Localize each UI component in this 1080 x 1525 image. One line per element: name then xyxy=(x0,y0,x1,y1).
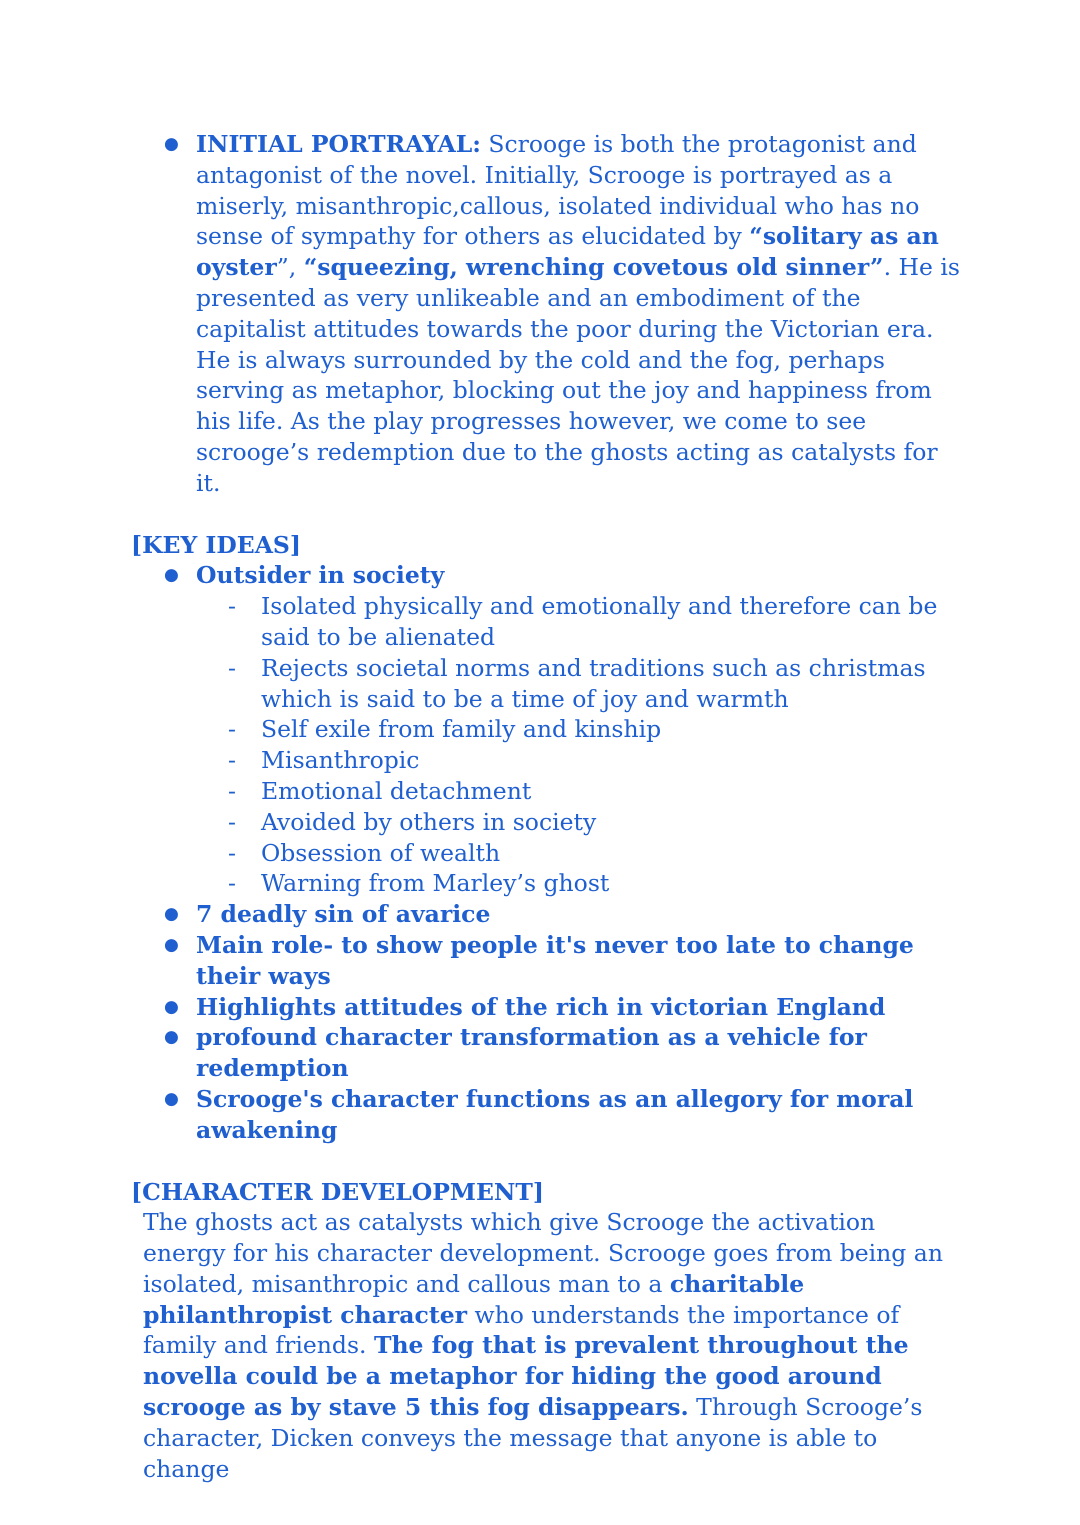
intro-text-2: ”, xyxy=(276,253,304,282)
key-idea-point: ● 7 deadly sin of avarice xyxy=(131,899,961,930)
sub-point: - Misanthropic xyxy=(131,745,961,776)
dev-bold-2: The fog that is prevalent throughout the novella could be a metaphor for hiding the good around scrooge as by stave 5 this fog disappears. xyxy=(143,1331,909,1422)
intro-text-1: Scrooge is both the protagonist and antagonist of the novel. Initially, Scrooge is portrayed as a miserly, misanthropic,callous, isolated individual who has no sense of sympathy for others as elucidated by xyxy=(196,130,920,251)
dev-bold-1: charitable philanthropist character xyxy=(143,1269,805,1329)
key-idea-outsider: ● Outsider in society xyxy=(131,560,961,591)
sub-point: - Avoided by others in society xyxy=(131,807,961,838)
sub-point: - Obsession of wealth xyxy=(131,838,961,869)
key-ideas-list xyxy=(131,560,961,1145)
key-idea-point: ● Scrooge's character functions as an allegory for moral awakening xyxy=(131,1084,961,1146)
key-ideas-heading: [KEY IDEAS] xyxy=(131,530,302,559)
dev-text-3: Through Scrooge’s character, Dicken conveys the message that anyone is able to change xyxy=(143,1393,923,1483)
sub-point: - Self exile from family and kinship xyxy=(131,714,961,745)
initial-portrayal-item xyxy=(131,129,961,499)
quote-solitary: “solitary as an oyster xyxy=(196,222,939,282)
document-content xyxy=(131,129,961,1484)
initial-portrayal-label: INITIAL PORTRAYAL: xyxy=(196,130,481,158)
sub-point: - Rejects societal norms and traditions such as christmas which is said to be a time of joy and warmth xyxy=(131,653,961,715)
dev-text-2: who understands the importance of family and friends. xyxy=(143,1300,900,1360)
character-development-heading: [CHARACTER DEVELOPMENT] xyxy=(131,1177,544,1206)
key-idea-point: ● Main role- to show people it's never too late to change their ways xyxy=(131,930,961,992)
sub-point: - Isolated physically and emotionally and therefore can be said to be alienated xyxy=(131,591,961,653)
quote-squeezing: “squeezing, wrenching covetous old sinner” xyxy=(303,253,884,282)
key-idea-point: ● profound character transformation as a vehicle for redemption xyxy=(131,1022,961,1084)
dev-text-1: The ghosts act as catalysts which give Scrooge the activation energy for his character development. Scrooge goes from being an isolated, misanthropic and callous man to a xyxy=(143,1208,943,1298)
sub-point: - Emotional detachment xyxy=(131,776,961,807)
intro-text-3: . He is presented as very unlikeable and an embodiment of the capitalist attitudes towards the poor during the Victorian era. He is always surrounded by the cold and the fog, perhaps serving as metaphor, blocking out the joy and happiness from his life. As the play progresses however, we come to see scrooge’s redemption due to the ghosts acting as catalysts for it. xyxy=(196,253,960,497)
intro-list xyxy=(131,129,961,499)
key-idea-point: ● Highlights attitudes of the rich in victorian England xyxy=(131,992,961,1023)
character-development-paragraph xyxy=(131,1207,961,1484)
sub-point: - Warning from Marley’s ghost xyxy=(131,868,961,899)
